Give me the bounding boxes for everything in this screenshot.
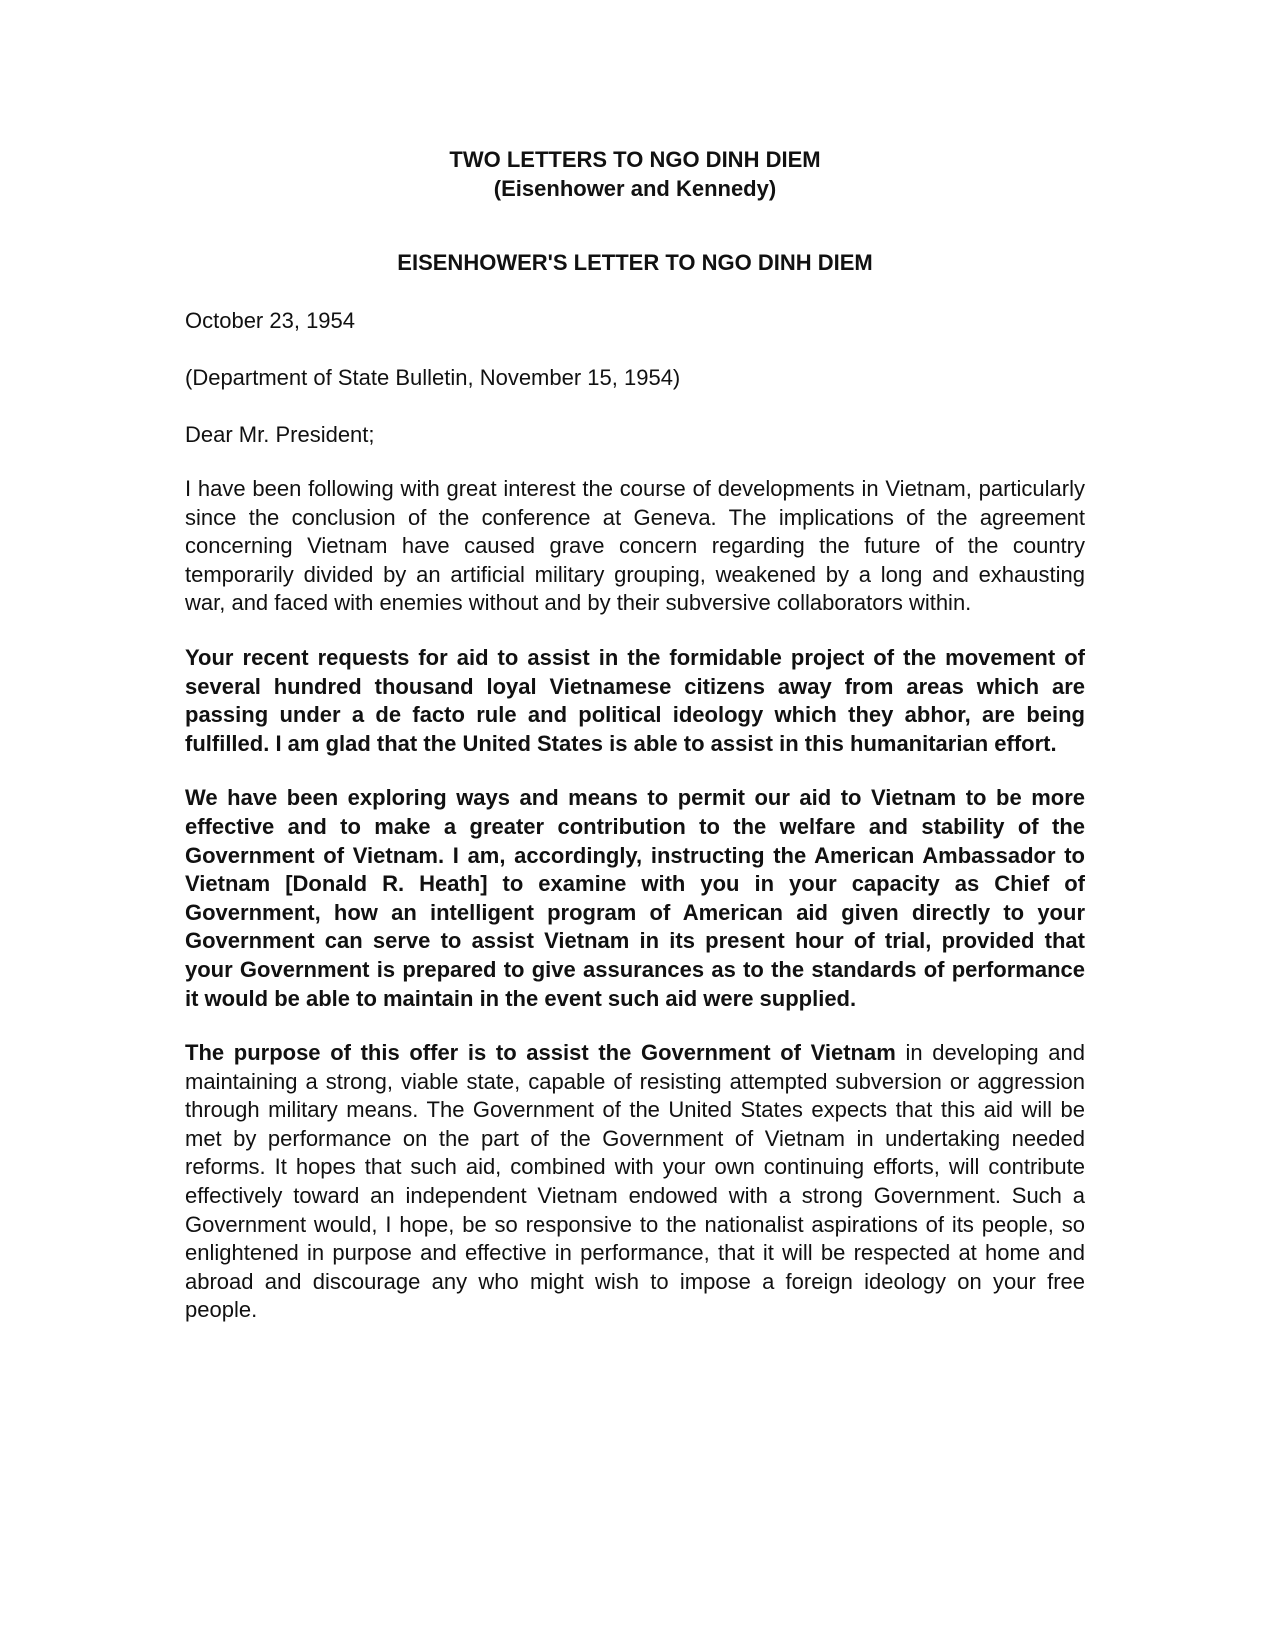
letter-salutation: Dear Mr. President; (185, 422, 375, 447)
document-page (185, 145, 1085, 1325)
paragraph-4-body: in developing and maintaining a strong, viable state, capable of resisting attempted subversion or aggression through military means. The Government of the United States expects that this aid will be met by performance on the part of the Government of Vietnam in undertaking needed reforms. It hopes that such aid, combined with your own continuing efforts, will contribute effectively toward an independent Vietnam endowed with a strong Government. Such a Government would, I hope, be so responsive to the nationalist aspirations of its people, so enlightened in purpose and effective in performance, that it will be respected at home and abroad and discourage any who might wish to impose a foreign ideology on your free people. (185, 1040, 1085, 1323)
letter-source: (Department of State Bulletin, November 15, 1954) (185, 365, 681, 390)
paragraph-4-bold-lead: The purpose of this offer is to assist the Government of Vietnam (185, 1040, 896, 1066)
document-subtitle: (Eisenhower and Kennedy) (493, 176, 777, 201)
paragraph-2: Your recent requests for aid to assist in the formidable project of the movement of several hundred thousand loyal Vietnamese citizens away from areas which are passing under a de facto rule and political ideology which they abhor, are being fulfilled. I am glad that the United States is able to assist in this humanitarian effort. (185, 644, 1085, 756)
document-title: TWO LETTERS TO NGO DINH DIEM (449, 147, 821, 172)
section-heading: EISENHOWER'S LETTER TO NGO DINH DIEM (397, 250, 873, 275)
paragraph-4 (185, 1039, 1085, 1325)
letter-date: October 23, 1954 (185, 308, 356, 333)
paragraph-3: We have been exploring ways and means to permit our aid to Vietnam to be more effective and to make a greater contribution to the welfare and stability of the Government of Vietnam. I am, accordingly, instructing the American Ambassador to Vietnam [Donald R. Heath] to examine with you in your capacity as Chief of Government, how an intelligent program of American aid given directly to your Government can serve to assist Vietnam in its present hour of trial, provided that your Government is prepared to give assurances as to the standards of performance it would be able to maintain in the event such aid were supplied. (185, 785, 1085, 1011)
paragraph-1: I have been following with great interest the course of developments in Vietnam, particularly since the conclusion of the conference at Geneva. The implications of the agreement concerning Vietnam have caused grave concern regarding the future of the country temporarily divided by an artificial military grouping, weakened by a long and exhausting war, and faced with enemies without and by their subversive collaborators within. (185, 476, 1085, 616)
